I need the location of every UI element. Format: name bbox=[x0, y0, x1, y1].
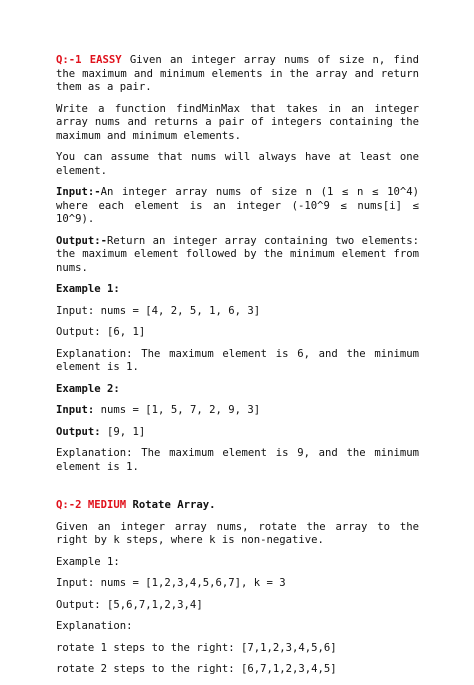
q1-input-text: An integer array nums of size n (1 ≤ n ≤ 10^4) where each element is an integer (-10^9 ≤ nums[i] ≤ 10^9). bbox=[56, 186, 419, 225]
q1-statement bbox=[56, 54, 419, 95]
q2-example-input: Input: nums = [1,2,3,4,5,6,7], k = 3 bbox=[56, 577, 286, 589]
q1-input-label: Input:- bbox=[56, 186, 101, 198]
q1-example2-output-label: Output: bbox=[56, 425, 101, 438]
q1-example1-output: Output: [6, 1] bbox=[56, 326, 146, 338]
q2-title: Rotate Array. bbox=[126, 499, 216, 511]
q2-explanation-heading: Explanation: bbox=[56, 620, 133, 632]
q1-label: Q:-1 EASSY bbox=[56, 54, 122, 66]
q2-step-1: rotate 1 steps to the right: [7,1,2,3,4,5,6] bbox=[56, 641, 337, 654]
document-page bbox=[56, 54, 419, 685]
q1-example2-explanation: Explanation: The maximum element is 9, and the minimum element is 1. bbox=[56, 447, 419, 473]
q1-title: Given an integer array nums of size n, find the maximum and minimum elements in the array and return them as a pair. bbox=[56, 54, 419, 93]
q2-label: Q:-2 MEDIUM bbox=[56, 499, 127, 511]
q1-example1-input: Input: nums = [4, 2, 5, 1, 6, 3] bbox=[56, 304, 261, 317]
q1-example1-explanation: Explanation: The maximum element is 6, and the minimum element is 1. bbox=[56, 347, 419, 373]
q1-example2-input-label: Input: bbox=[56, 404, 95, 416]
q1-output-label: Output:- bbox=[56, 234, 108, 247]
q1-example1-heading: Example 1: bbox=[56, 283, 120, 295]
q1-output-text: Return an integer array containing two elements: the maximum element followed by the minimum element from nums. bbox=[56, 234, 419, 274]
q1-example2-output-value: [9, 1] bbox=[100, 425, 146, 438]
q1-example2-input bbox=[56, 404, 419, 418]
q1-input-spec bbox=[56, 186, 419, 227]
q1-example2-output bbox=[56, 426, 419, 440]
q1-output-spec bbox=[56, 235, 419, 276]
q2-description: Given an integer array nums, rotate the array to the right by k steps, where k is non-negative. bbox=[56, 520, 419, 546]
q1-assumption: You can assume that nums will always have at least one element. bbox=[56, 151, 419, 177]
q2-heading bbox=[56, 499, 419, 513]
q1-task: Write a function findMinMax that takes in an integer array nums and returns a pair of integers containing the maximum and minimum elements. bbox=[56, 102, 419, 142]
q2-example-output: Output: [5,6,7,1,2,3,4] bbox=[56, 598, 203, 611]
q2-step-2: rotate 2 steps to the right: [6,7,1,2,3,4,5] bbox=[56, 663, 337, 675]
q1-example2-heading: Example 2: bbox=[56, 382, 120, 395]
q1-example2-input-value: nums = [1, 5, 7, 2, 9, 3] bbox=[94, 404, 261, 416]
q2-example-heading: Example 1: bbox=[56, 555, 120, 568]
